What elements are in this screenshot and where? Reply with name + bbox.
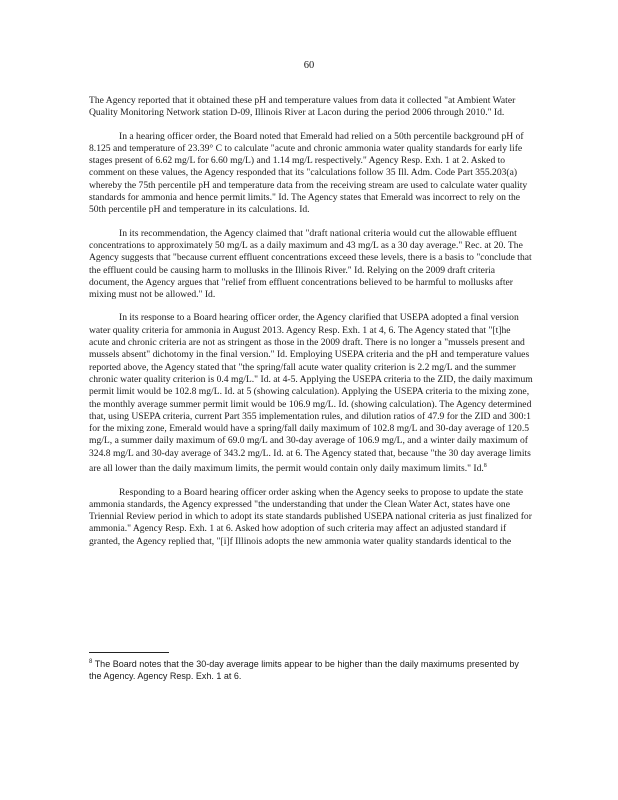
paragraph-2: In a hearing officer order, the Board noted that Emerald had relied on a 50th percentile background pH of 8.125 and temperature of 23.39° C to calculate "acute and chronic ammonia water quality standards for early life stages present of 6.62 mg/L for 6.60 mg/L) and 1.14 mg/L respectively." Agency Resp. Exh. 1 at 2. Asked to comment on these values, the Agency responded that its "calculations follow 35 Ill. Adm. Code Part 355.203(a) whereby the 75th percentile pH and temperature data from the receiving stream are used to calculate water quality standards for ammonia and hence permit limits." Id. The Agency states that Emerald was incorrect to rely on the 50th percentile pH and temperature in its calculations. Id. (89, 130, 528, 216)
footnote-mark: 8 (89, 659, 93, 665)
paragraph-1: The Agency reported that it obtained these pH and temperature values from data it collected "at Ambient Water Quality Monitoring Network station D-09, Illinois River at Lacon during the period 2006 through 2010." Id. (89, 95, 516, 119)
body-text (89, 95, 533, 559)
footnote-divider (89, 652, 169, 653)
paragraph-5: Responding to a Board hearing officer order asking when the Agency seeks to propose to update the state ammonia standards, the Agency expressed "the understanding that under the Clean Water Act, states have one Triennial Review period in which to adopt its state standards published USEPA national criteria as just finalized for ammonia." Agency Resp. Exh. 1 at 6. Asked how adoption of such criteria may affect an adjusted standard if granted, the Agency replied that, "[i]f Illinois adopts the new ammonia water quality standards identical to the (89, 486, 532, 547)
paragraph-3: In its recommendation, the Agency claimed that "draft national criteria would cut the allowable effluent concentrations to approximately 50 mg/L as a daily maximum and 43 mg/L as a 30 day average." Rec. at 20. The Agency suggests that "because current effluent concentrations exceed these levels, there is a basis to "conclude that the effluent could be causing harm to mollusks in the Illinois River." Id. Relying on the 2009 draft criteria document, the Agency argues that "relief from effluent concentrations believed to be harmful to mollusks after mixing must not be allowed." Id. (89, 227, 532, 301)
paragraph-4 (89, 312, 533, 475)
footnote (89, 656, 533, 682)
page-number: 60 (303, 60, 315, 71)
paragraph-4-text: In its response to a Board hearing officer order, the Agency clarified that USEPA adopted a final version water quality criteria for ammonia in August 2013. Agency Resp. Exh. 1 at 4, 6. The Agency stated that "[t]he acute and chronic criteria are not as stringent as those in the 2009 draft. There is no longer a "mussels present and mussels absent" dichotomy in the final version." Id. Employing USEPA criteria and the pH and temperature values reported above, the Agency stated that "the spring/fall acute water quality criterion is 2.2 mg/L and the summer chronic water quality criterion is 0.4 mg/L." Id. at 4-5. Applying the USEPA criteria to the ZID, the daily maximum permit limit would be 102.8 mg/L. Id. at 5 (showing calculation). Applying the USEPA criteria to the mixing zone, the monthly average summer permit limit would be 106.9 mg/L. Id. (showing calculation). The Agency determined that, using USEPA criteria, current Part 355 implementation rules, and dilution ratios of 47.9 for the ZID and 300:1 for the mixing zone, Emerald would have a spring/fall daily maximum of 102.8 mg/L and 30-day average of 120.5 mg/L, a summer daily maximum of 69.0 mg/L and 30-day average of 106.9 mg/L, and a winter daily maximum of 324.8 mg/L and 30-day average of 343.2 mg/L. Id. at 6. The Agency stated that, because "the 30 day average limits are all lower than the daily maximum limits, the permit would contain only daily maximum limits." Id. (89, 312, 533, 475)
footnote-reference: 8 (483, 463, 487, 470)
footnote-text: The Board notes that the 30-day average limits appear to be higher than the daily maximums presented by the Agency. Agency Resp. Exh. 1 at 6. (89, 659, 519, 681)
